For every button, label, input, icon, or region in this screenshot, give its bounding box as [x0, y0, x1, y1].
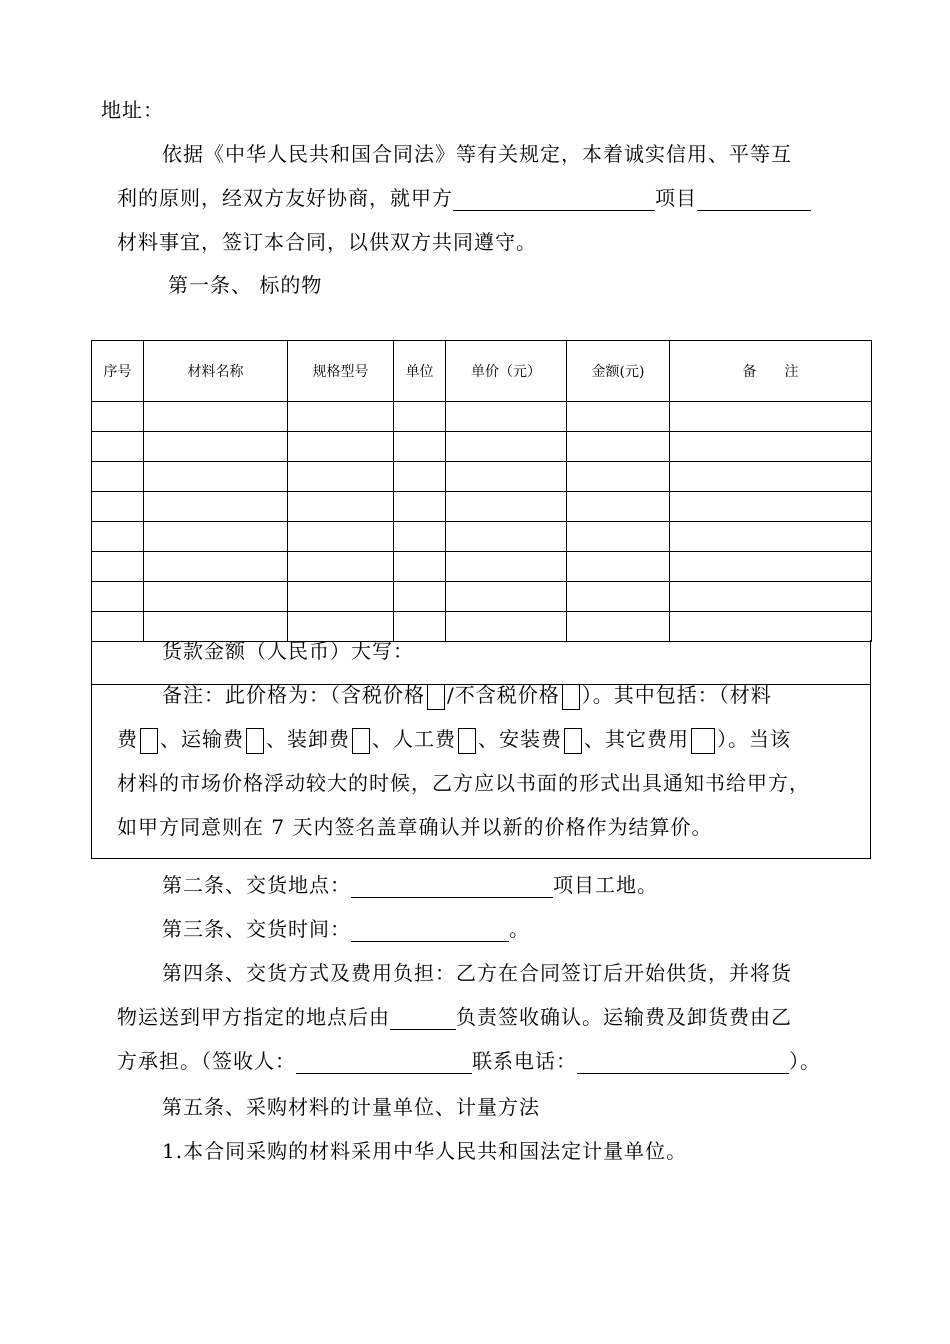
price-note-text-1c: ）。其中包括：（材料: [581, 683, 772, 707]
table-cell[interactable]: [446, 462, 567, 492]
table-cell[interactable]: [144, 582, 288, 612]
table-cell[interactable]: [92, 432, 144, 462]
table-cell[interactable]: [394, 552, 446, 582]
article-3: [162, 916, 530, 942]
table-cell[interactable]: [567, 612, 670, 642]
materials-table: [91, 340, 872, 642]
contact-phone-field[interactable]: [577, 1051, 789, 1074]
delivery-place-field[interactable]: [351, 875, 553, 898]
table-cell[interactable]: [394, 462, 446, 492]
receiver-party-field[interactable]: [390, 1007, 456, 1030]
price-note-text-2e: 、安装费: [478, 727, 562, 751]
table-cell[interactable]: [446, 552, 567, 582]
table-cell[interactable]: [92, 582, 144, 612]
table-cell[interactable]: [567, 552, 670, 582]
article-5-title: 第五条、采购材料的计量单位、计量方法: [162, 1095, 540, 1119]
table-cell[interactable]: [144, 612, 288, 642]
project-name-field[interactable]: [697, 188, 811, 211]
table-cell[interactable]: [92, 522, 144, 552]
table-cell[interactable]: [670, 462, 872, 492]
table-cell[interactable]: [288, 522, 394, 552]
table-cell[interactable]: [144, 552, 288, 582]
table-cell[interactable]: [144, 432, 288, 462]
price-note-text-1a: 备注：此价格为：（含税价格: [162, 683, 425, 707]
price-note-text-2d: 、人工费: [372, 727, 456, 751]
table-cell[interactable]: [92, 552, 144, 582]
table-cell[interactable]: [394, 582, 446, 612]
article-3-label: 第三条、交货时间：: [162, 917, 351, 941]
labor-fee-checkbox[interactable]: [458, 728, 476, 754]
header-index: 序号: [92, 341, 144, 402]
transport-fee-checkbox[interactable]: [246, 728, 264, 754]
price-note-text-1b: /不含税价格: [447, 683, 560, 707]
price-note-line-1: [162, 682, 772, 710]
header-spec-model: 规格型号: [288, 341, 394, 402]
table-cell[interactable]: [288, 552, 394, 582]
table-cell[interactable]: [394, 432, 446, 462]
article-2-label: 第二条、交货地点：: [162, 873, 351, 897]
table-row: [92, 402, 872, 432]
intro-line-1: 依据《中华人民共和国合同法》等有关规定，本着诚实信用、平等互: [162, 142, 792, 166]
table-row: [92, 492, 872, 522]
table-cell[interactable]: [567, 402, 670, 432]
table-row: [92, 462, 872, 492]
table-cell[interactable]: [670, 402, 872, 432]
table-cell[interactable]: [288, 462, 394, 492]
article-5-item-1: 1.本合同采购的材料采用中华人民共和国法定计量单位。: [162, 1139, 688, 1163]
article-4-text-2a: 物运送到甲方指定的地点后由: [117, 1005, 390, 1029]
article-2-suffix: 项目工地。: [553, 873, 658, 897]
article-4-text-3c: ）。: [789, 1049, 821, 1073]
table-cell[interactable]: [670, 432, 872, 462]
material-fee-checkbox[interactable]: [140, 728, 158, 754]
header-remarks: 备 注: [670, 341, 872, 402]
article-2: [162, 872, 658, 898]
table-cell[interactable]: [670, 492, 872, 522]
table-cell[interactable]: [394, 402, 446, 432]
tax-inclusive-checkbox[interactable]: [427, 684, 445, 710]
table-cell[interactable]: [144, 492, 288, 522]
table-cell[interactable]: [670, 612, 872, 642]
table-cell[interactable]: [394, 492, 446, 522]
price-note-line-3: 材料的市场价格浮动较大的时候，乙方应以书面的形式出具通知书给甲方，: [117, 771, 810, 795]
delivery-time-field[interactable]: [351, 919, 509, 942]
intro-line-2-text-b: 项目: [655, 186, 697, 210]
article-4-line-2: [117, 1004, 792, 1030]
address-label: 地址：: [101, 98, 164, 122]
table-cell[interactable]: [288, 492, 394, 522]
article-1-title: 第一条、 标的物: [168, 273, 323, 297]
price-note-text-2a: 费: [117, 727, 138, 751]
table-cell[interactable]: [446, 582, 567, 612]
table-cell[interactable]: [567, 492, 670, 522]
table-cell[interactable]: [92, 612, 144, 642]
table-cell[interactable]: [670, 522, 872, 552]
table-row: [92, 432, 872, 462]
header-material-name: 材料名称: [144, 341, 288, 402]
table-cell[interactable]: [670, 582, 872, 612]
signatory-field[interactable]: [296, 1051, 472, 1074]
intro-line-2: [117, 185, 811, 211]
table-cell[interactable]: [92, 462, 144, 492]
table-cell[interactable]: [446, 522, 567, 552]
table-cell[interactable]: [288, 432, 394, 462]
table-header-row: [92, 341, 872, 402]
table-cell[interactable]: [446, 492, 567, 522]
table-cell[interactable]: [92, 492, 144, 522]
party-a-name-field[interactable]: [453, 188, 655, 211]
price-note-text-2g: ）。当该: [717, 727, 791, 751]
table-cell[interactable]: [394, 522, 446, 552]
payment-total-label: 货款金额（人民币）大写：: [162, 639, 414, 663]
installation-fee-checkbox[interactable]: [564, 728, 582, 754]
table-row: [92, 612, 872, 642]
table-cell[interactable]: [288, 402, 394, 432]
article-4-line-3: [117, 1048, 821, 1074]
table-row: [92, 552, 872, 582]
table-cell[interactable]: [567, 462, 670, 492]
table-cell[interactable]: [446, 612, 567, 642]
article-4-text-3a: 方承担。（签收人：: [117, 1049, 296, 1073]
article-4-text-3b: 联系电话：: [472, 1049, 577, 1073]
table-cell[interactable]: [288, 612, 394, 642]
table-cell[interactable]: [446, 402, 567, 432]
table-cell[interactable]: [394, 612, 446, 642]
table-cell[interactable]: [144, 522, 288, 552]
table-cell[interactable]: [288, 582, 394, 612]
header-unit-price: 单价（元）: [446, 341, 567, 402]
handling-fee-checkbox[interactable]: [352, 728, 370, 754]
article-3-suffix: 。: [509, 917, 530, 941]
table-cell[interactable]: [567, 522, 670, 552]
price-note-line-2: [117, 726, 791, 754]
header-amount: 金额(元): [567, 341, 670, 402]
intro-line-2-text-a: 利的原则，经双方友好协商，就甲方: [117, 186, 453, 210]
table-row: [92, 582, 872, 612]
header-unit: 单位: [394, 341, 446, 402]
table-cell[interactable]: [144, 462, 288, 492]
article-4-line-1: 第四条、交货方式及费用负担：乙方在合同签订后开始供货，并将货: [162, 961, 792, 985]
price-note-text-2f: 、其它费用: [584, 727, 689, 751]
intro-line-3: 材料事宜，签订本合同，以供双方共同遵守。: [117, 230, 537, 254]
table-cell[interactable]: [92, 402, 144, 432]
article-4-text-2b: 负责签收确认。运输费及卸货费由乙: [456, 1005, 792, 1029]
table-cell[interactable]: [567, 582, 670, 612]
table-cell[interactable]: [144, 402, 288, 432]
table-cell[interactable]: [670, 552, 872, 582]
price-note-line-4: 如甲方同意则在 7 天内签名盖章确认并以新的价格作为结算价。: [117, 815, 713, 839]
table-cell[interactable]: [567, 432, 670, 462]
price-note-text-2b: 、运输费: [160, 727, 244, 751]
tax-exclusive-checkbox[interactable]: [562, 684, 580, 710]
other-fee-checkbox[interactable]: [691, 728, 715, 754]
price-note-text-2c: 、装卸费: [266, 727, 350, 751]
table-row: [92, 522, 872, 552]
table-cell[interactable]: [446, 432, 567, 462]
